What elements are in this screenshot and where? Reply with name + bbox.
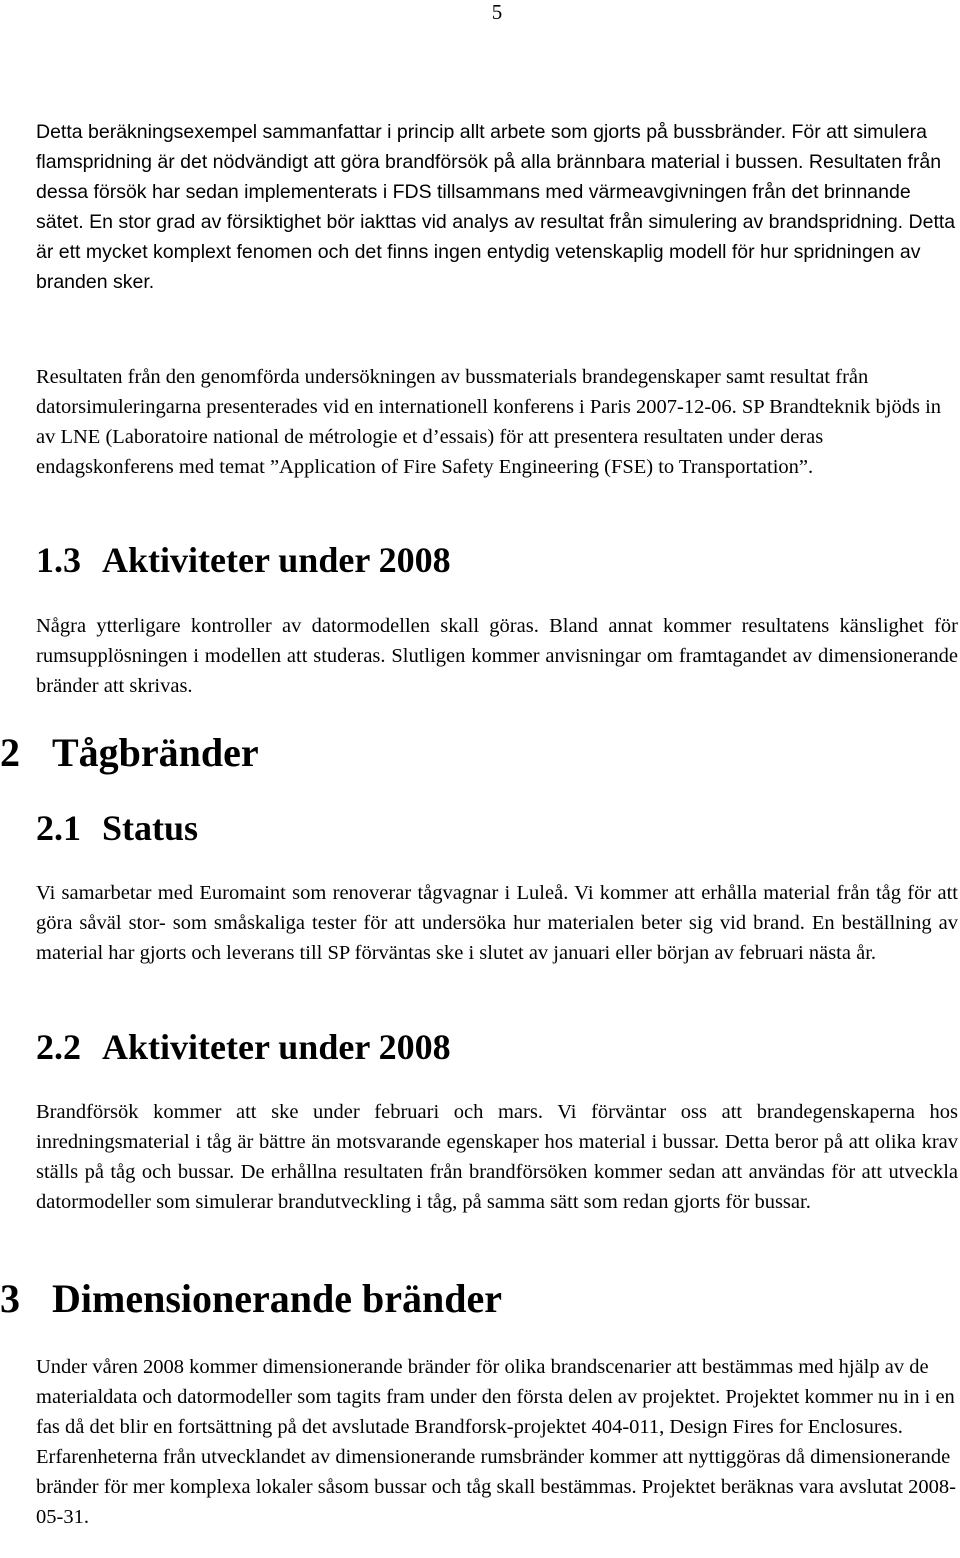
heading-title: Status xyxy=(102,808,199,848)
page-number: 5 xyxy=(491,0,503,24)
heading-number: 1.3 xyxy=(36,540,81,580)
heading-2-1 xyxy=(36,808,198,848)
paragraph-activities-1-3: Några ytterligare kontroller av datormodellen skall göras. Bland annat kommer resultatens känslighet för rumsupplösningen i modellen att studeras. Slutligen kommer anvisningar om framtagandet av dimensionerande bränder att skrivas. xyxy=(36,615,958,697)
heading-2 xyxy=(0,731,259,775)
heading-number: 2.1 xyxy=(36,808,81,848)
heading-title: Tågbränder xyxy=(52,730,259,775)
heading-3 xyxy=(0,1277,502,1321)
heading-number: 2 xyxy=(0,730,20,775)
paragraph-conference: Resultaten från den genomförda undersökningen av bussmaterials brandegenskaper samt resultat från datorsimuleringarna presenterades vid en internationell konferens i Paris 2007-12-06. SP Brandteknik bjöds in av LNE (Laboratoire national de métrologie et d’essais) för att presentera resultaten under deras endagskonferens med temat ”Application of Fire Safety Engineering (FSE) to Transportation”. xyxy=(36,366,942,478)
heading-title: Aktiviteter under 2008 xyxy=(102,1027,451,1067)
heading-2-2 xyxy=(36,1027,451,1067)
paragraph-bus-simulation: Detta beräkningsexempel sammanfattar i princip allt arbete som gjorts på bussbränder. För att simulera flamspridning är det nödvändigt att göra brandförsök på alla brännbara material i bussen. Resultaten från dessa försök har sedan implementerats i FDS tillsammans med värmeavgivningen från det brinnande sätet. En stor grad av försiktighet bör iakttas vid analys av resultat från simulering av brandspridning. Detta är ett mycket komplext fenomen och det finns ingen entydig vetenskaplig modell för hur spridningen av branden sker. xyxy=(36,121,956,293)
paragraph-activities-2-2: Brandförsök kommer att ske under februari och mars. Vi förväntar oss att brandegenskaperna hos inredningsmaterial i tåg är bättre än motsvarande egenskaper hos material i bussar. Detta beror på att olika krav ställs på tåg och bussar. De erhållna resultaten från brandförsöken kommer sedan att användas för att utveckla datormodeller som simulerar brandutveckling i tåg, på samma sätt som redan gjorts för bussar. xyxy=(36,1101,958,1213)
paragraph-status: Vi samarbetar med Euromaint som renoverar tågvagnar i Luleå. Vi kommer att erhålla material från tåg för att göra såväl stor- som småskaliga tester för att undersöka hur materialen beter sig vid brand. En beställning av material har gjorts och leverans till SP förväntas ske i slutet av januari eller början av februari nästa år. xyxy=(36,882,958,964)
heading-number: 3 xyxy=(0,1276,20,1321)
heading-number: 2.2 xyxy=(36,1027,81,1067)
heading-title: Aktiviteter under 2008 xyxy=(102,540,451,580)
heading-title: Dimensionerande bränder xyxy=(52,1276,502,1321)
heading-1-3 xyxy=(36,540,451,580)
paragraph-design-fires: Under våren 2008 kommer dimensionerande bränder för olika brandscenarier att bestämmas med hjälp av de materialdata och datormodeller som tagits fram under den första delen av projektet. Projektet kommer nu in i en fas då det blir en fortsättning på det avslutade Brandforsk-projektet 404-011, Design Fires for Enclosures. Erfarenheterna från utvecklandet av dimensionerande rumsbränder kommer att nyttiggöras då dimensionerande bränder för mer komplexa lokaler såsom bussar och tåg skall bestämmas. Projektet beräknas vara avslutat 2008-05-31. xyxy=(36,1356,956,1528)
